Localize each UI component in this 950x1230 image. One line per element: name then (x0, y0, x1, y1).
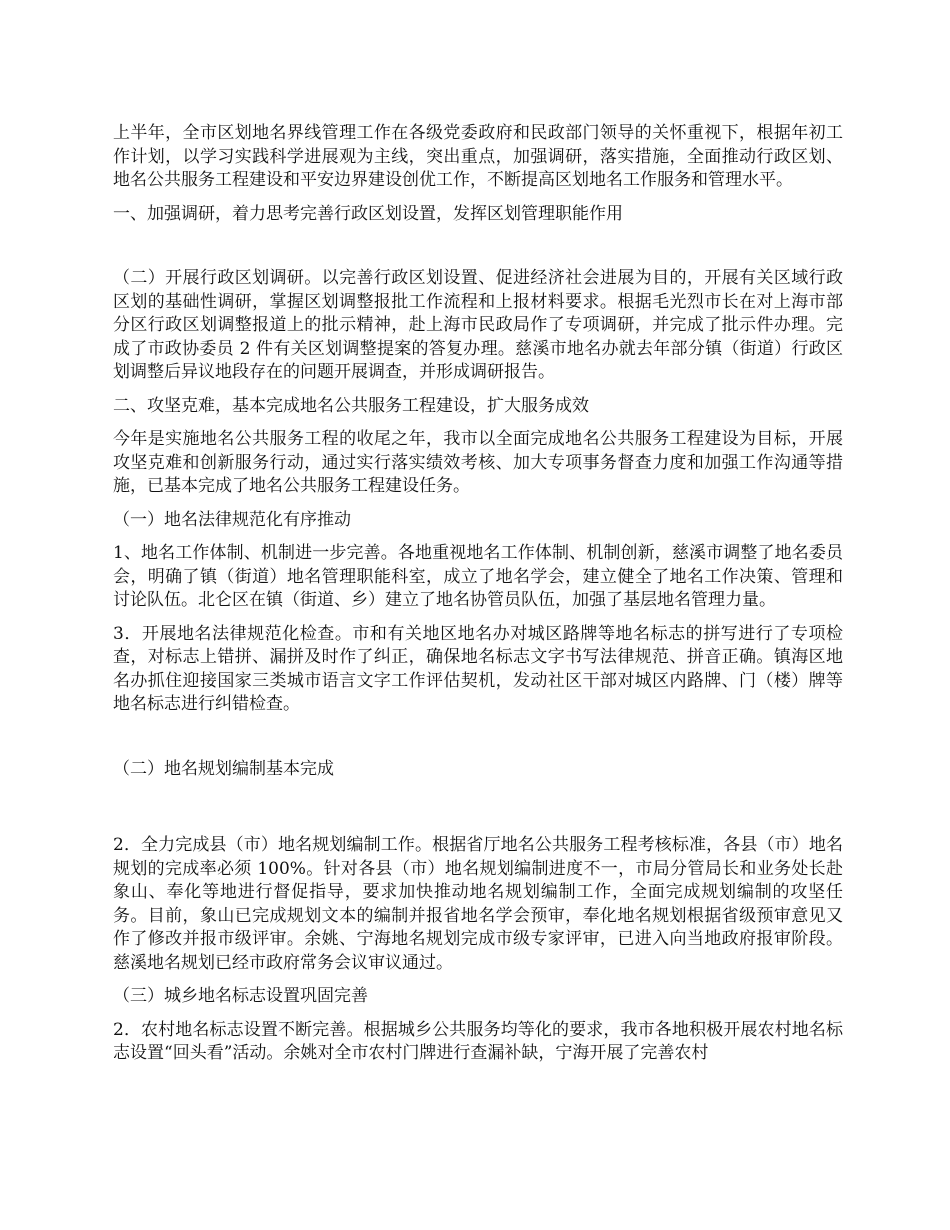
paragraph-district-research: （二）开展行政区划调研。以完善行政区划设置、促进经济社会进展为目的，开展有关区域行政区划的基础性调研，掌握区划调整报批工作流程和上报材料要求。根据毛光烈市长在对上海市部分区行政区划调整报道上的批示精神，赴上海市民政局作了专项调研，并完成了批示件办理。完成了市政协委员 2 件有关区划调整提案的答复办理。慈溪市地名办就去年部分镇（街道）行政区划调整后异议地段存在的问题开展调查，并形成调研报告。 (113, 268, 843, 382)
paragraph-rural-signage: 2．农村地名标志设置不断完善。根据城乡公共服务均等化的要求，我市各地积极开展农村地名标志设置“回头看”活动。余姚对全市农村门牌进行查漏补缺，宁海开展了完善农村 (113, 1019, 843, 1063)
subheading-planning: （二）地名规划编制基本完成 (113, 758, 334, 779)
paragraph-planning-work: 2．全力完成县（市）地名规划编制工作。根据省厅地名公共服务工程考核标准，各县（市）地名规划的完成率必须 100%。针对各县（市）地名规划编制进度不一，市局分管局长和业务处长赴象山、奉化等地进行督促指导，要求加快推动地名规划编制工作，全面完成规划编制的攻坚任务。目前，象山已完成规划文本的编制并报省地名学会预审，奉化地名规划根据省级预审意见又作了修改并报市级评审。余姚、宁海地名规划完成市级专家评审，已进入向当地政府报审阶段。慈溪地名规划已经市政府常务会议审议通过。 (113, 835, 843, 973)
section-heading-2: 二、攻坚克难，基本完成地名公共服务工程建设，扩大服务成效 (113, 395, 589, 416)
paragraph-service-project: 今年是实施地名公共服务工程的收尾之年，我市以全面完成地名公共服务工程建设为目标，开展攻坚克难和创新服务行动，通过实行落实绩效考核、加大专项事务督查力度和加强工作沟通等措施，已基本完成了地名公共服务工程建设任务。 (113, 429, 843, 496)
subheading-legal-standardization: （一）地名法律规范化有序推动 (113, 509, 351, 530)
paragraph-inspection: 3．开展地名法律规范化检查。市和有关地区地名办对城区路牌等地名标志的拼写进行了专项检查，对标志上错拼、漏拼及时作了纠正，确保地名标志文字书写法律规范、拼音正确。镇海区地名办抓住迎接国家三类城市语言文字工作评估契机，发动社区干部对城区内路牌、门（楼）牌等地名标志进行纠错检查。 (113, 623, 843, 714)
intro-paragraph: 上半年，全市区划地名界线管理工作在各级党委政府和民政部门领导的关怀重视下，根据年初工作计划，以学习实践科学进展观为主线，突出重点，加强调研，落实措施，全面推动行政区划、地名公共服务工程建设和平安边界建设创优工作，不断提高区划地名工作服务和管理水平。 (113, 123, 843, 190)
paragraph-mechanism: 1、地名工作体制、机制进一步完善。各地重视地名工作体制、机制创新，慈溪市调整了地名委员会，明确了镇（街道）地名管理职能科室，成立了地名学会，建立健全了地名工作决策、管理和讨论队伍。北仑区在镇（街道、乡）建立了地名协管员队伍，加强了基层地名管理力量。 (113, 543, 843, 610)
document-body (113, 122, 843, 1076)
subheading-signage: （三）城乡地名标志设置巩固完善 (113, 986, 368, 1006)
section-heading-1: 一、加强调研，着力思考完善行政区划设置，发挥区划管理职能作用 (113, 203, 623, 224)
